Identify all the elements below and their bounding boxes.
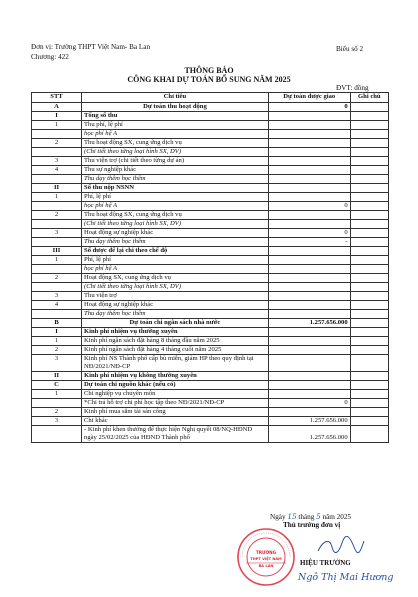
row-indicator: Thu dạy thêm học thêm — [82, 175, 269, 184]
row-indicator: Kinh phí ngân sách đặt hàng 8 tháng đầu năm 2025 — [82, 337, 269, 346]
row-amount — [268, 337, 350, 346]
table-row — [32, 175, 389, 184]
row-stt: I — [32, 112, 82, 121]
row-stt: 1 — [32, 390, 82, 399]
row-amount — [268, 301, 350, 310]
row-stt: I — [32, 328, 82, 337]
doc-title: THÔNG BÁO — [184, 66, 234, 75]
row-amount: - — [268, 238, 350, 247]
row-amount — [268, 265, 350, 274]
row-note — [350, 319, 388, 328]
row-note — [350, 274, 388, 283]
table-row — [32, 265, 389, 274]
row-note — [350, 139, 388, 148]
table-row — [32, 229, 389, 238]
table-row — [32, 121, 389, 130]
date-year: năm 2025 — [322, 513, 352, 521]
row-stt: 3 — [32, 229, 82, 238]
row-stt: 1 — [32, 193, 82, 202]
row-amount: 0 — [268, 103, 350, 112]
row-indicator: *Chi trả hỗ trợ chi phí học tập theo NĐ/2021/NĐ-CP — [82, 399, 269, 408]
date-month: 5 — [316, 512, 321, 521]
row-stt: 2 — [32, 274, 82, 283]
row-amount — [268, 184, 350, 193]
row-stt — [32, 238, 82, 247]
row-note — [350, 408, 388, 417]
row-note — [350, 184, 388, 193]
row-indicator: Thu sự nghiệp khác — [82, 166, 269, 175]
row-stt — [32, 220, 82, 229]
row-amount — [268, 292, 350, 301]
signer-title: HIỆU TRƯỞNG — [300, 559, 351, 567]
row-note — [350, 121, 388, 130]
table-row — [32, 238, 389, 247]
row-indicator: Số được để lại chi theo chế độ — [82, 247, 269, 256]
row-indicator: (Chi tiết theo từng loại hình SX, DV) — [82, 220, 269, 229]
row-stt — [32, 148, 82, 157]
row-stt — [32, 426, 82, 443]
table-row — [32, 112, 389, 121]
table-row — [32, 247, 389, 256]
row-indicator: - Kinh phí khen thưởng để thực hiện Nghị quyết 08/NQ-HĐND ngày 25/02/2025 của HĐND Thành phố — [82, 426, 269, 443]
row-note — [350, 372, 388, 381]
table-row — [32, 381, 389, 390]
row-note — [350, 337, 388, 346]
row-note — [350, 283, 388, 292]
row-indicator: Dự toán chi ngân sách nhà nước — [82, 319, 269, 328]
row-stt — [32, 283, 82, 292]
table-row — [32, 408, 389, 417]
unit-name: Đơn vị: Trường THPT Việt Nam- Ba Lan — [31, 43, 151, 51]
row-amount — [268, 355, 350, 372]
row-indicator: Thu viện trợ (chi tiết theo từng dự án) — [82, 157, 269, 166]
doc-subtitle: CÔNG KHAI DỰ TOÁN BỔ SUNG NĂM 2025 — [127, 75, 291, 84]
row-indicator: Hoạt động SX, cung ứng dịch vụ — [82, 274, 269, 283]
row-note — [350, 301, 388, 310]
row-stt: A — [32, 103, 82, 112]
svg-text:THPT VIỆT NAM: THPT VIỆT NAM — [250, 557, 282, 561]
table-row — [32, 220, 389, 229]
header-amount: Dự toán được giao — [268, 93, 350, 103]
row-amount — [268, 310, 350, 319]
row-note — [350, 220, 388, 229]
row-amount — [268, 408, 350, 417]
row-amount — [268, 220, 350, 229]
row-stt: 1 — [32, 337, 82, 346]
row-amount — [268, 328, 350, 337]
header-note: Ghi chú — [350, 93, 388, 103]
row-amount — [268, 148, 350, 157]
row-stt: 3 — [32, 292, 82, 301]
table-row — [32, 319, 389, 328]
row-note — [350, 211, 388, 220]
signer-name: Ngô Thị Mai Hương — [298, 572, 394, 583]
date-day: 15 — [287, 512, 297, 521]
table-row — [32, 355, 389, 372]
row-amount — [268, 157, 350, 166]
table-row — [32, 301, 389, 310]
row-amount — [268, 175, 350, 184]
row-indicator: (Chi tiết theo từng loại hình SX, DV) — [82, 283, 269, 292]
row-indicator: Chi nghiệp vụ chuyên môn — [82, 390, 269, 399]
row-amount — [268, 390, 350, 399]
row-indicator: Thu hoạt động SX, cung ứng dịch vụ — [82, 139, 269, 148]
row-indicator: Thu dạy thêm học thêm — [82, 310, 269, 319]
table-row — [32, 337, 389, 346]
row-indicator: Thu dạy thêm học thêm — [82, 238, 269, 247]
currency-unit: ĐVT: đồng — [336, 84, 369, 92]
row-amount — [268, 211, 350, 220]
row-indicator: Phí, lệ phí — [82, 193, 269, 202]
table-row — [32, 256, 389, 265]
handwritten-signature — [316, 535, 366, 557]
row-stt: 4 — [32, 166, 82, 175]
row-stt — [32, 310, 82, 319]
row-indicator: Số thu nộp NSNN — [82, 184, 269, 193]
row-amount — [268, 381, 350, 390]
row-note — [350, 390, 388, 399]
row-amount — [268, 121, 350, 130]
table-row — [32, 166, 389, 175]
table-row — [32, 211, 389, 220]
row-indicator: Dự toán chi nguồn khác (nếu có) — [82, 381, 269, 390]
row-indicator: Hoạt động sự nghiệp khác — [82, 301, 269, 310]
table-row — [32, 426, 389, 443]
row-stt — [32, 265, 82, 274]
row-indicator: Chi khác — [82, 417, 269, 426]
form-number: Biểu số 2 — [336, 45, 364, 53]
row-indicator: Dự toán thu hoạt động — [82, 103, 269, 112]
row-amount — [268, 193, 350, 202]
row-amount: 1.257.656.000 — [268, 417, 350, 426]
row-note — [350, 166, 388, 175]
row-indicator: Thu hoạt động SX, cung ứng dịch vụ — [82, 211, 269, 220]
row-indicator: Kinh phí nhiệm vụ không thường xuyên — [82, 372, 269, 381]
row-note — [350, 247, 388, 256]
row-stt: B — [32, 319, 82, 328]
row-note — [350, 417, 388, 426]
table-row — [32, 399, 389, 408]
row-stt — [32, 399, 82, 408]
row-amount: 0 — [268, 229, 350, 238]
row-stt: C — [32, 381, 82, 390]
row-indicator: (Chi tiết theo từng loại hình SX, DV) — [82, 148, 269, 157]
row-indicator: Phí, lệ phí — [82, 256, 269, 265]
row-note — [350, 202, 388, 211]
table-row — [32, 346, 389, 355]
row-note — [350, 292, 388, 301]
date-month-word: tháng — [298, 513, 315, 521]
table-row — [32, 417, 389, 426]
table-row — [32, 328, 389, 337]
row-indicator: Thu phí, lệ phí — [82, 121, 269, 130]
table-row — [32, 157, 389, 166]
row-note — [350, 310, 388, 319]
row-stt: 3 — [32, 417, 82, 426]
svg-text:TRƯỜNG: TRƯỜNG — [255, 550, 277, 555]
header-stt: STT — [32, 93, 82, 103]
table-row — [32, 372, 389, 381]
row-note — [350, 148, 388, 157]
table-row — [32, 139, 389, 148]
table-row — [32, 202, 389, 211]
row-amount — [268, 372, 350, 381]
row-note — [350, 256, 388, 265]
row-stt: 3 — [32, 355, 82, 372]
row-note — [350, 265, 388, 274]
row-note — [350, 399, 388, 408]
table-row — [32, 310, 389, 319]
table-row — [32, 292, 389, 301]
table-header-row — [32, 93, 389, 103]
row-note — [350, 229, 388, 238]
row-amount: 0 — [268, 202, 350, 211]
table-row — [32, 193, 389, 202]
table-row — [32, 184, 389, 193]
row-note — [350, 130, 388, 139]
row-note — [350, 103, 388, 112]
row-stt: 4 — [32, 301, 82, 310]
row-note — [350, 355, 388, 372]
row-stt: III — [32, 247, 82, 256]
row-amount — [268, 274, 350, 283]
row-stt: II — [32, 372, 82, 381]
row-indicator: Kinh phí nhiệm vụ thường xuyên — [82, 328, 269, 337]
chapter: Chương: 422 — [31, 53, 69, 61]
row-note — [350, 157, 388, 166]
official-stamp — [236, 527, 296, 587]
row-stt — [32, 202, 82, 211]
row-note — [350, 193, 388, 202]
row-amount — [268, 112, 350, 121]
row-stt — [32, 175, 82, 184]
row-amount: 0 — [268, 399, 350, 408]
row-note — [350, 426, 388, 443]
table-row — [32, 103, 389, 112]
row-indicator: Thu viện trợ — [82, 292, 269, 301]
row-stt: 2 — [32, 211, 82, 220]
row-note — [350, 381, 388, 390]
row-stt: 2 — [32, 408, 82, 417]
row-amount — [268, 139, 350, 148]
table-row — [32, 390, 389, 399]
row-stt: 2 — [32, 139, 82, 148]
svg-text:BA LAN: BA LAN — [258, 564, 274, 568]
row-indicator: Kinh phí ngân sách đặt hàng 4 tháng cuối năm 2025 — [82, 346, 269, 355]
budget-table — [31, 92, 389, 443]
row-note — [350, 346, 388, 355]
row-amount — [268, 166, 350, 175]
table-row — [32, 130, 389, 139]
row-amount — [268, 247, 350, 256]
row-indicator: học phí hệ A — [82, 202, 269, 211]
row-stt — [32, 130, 82, 139]
row-note — [350, 238, 388, 247]
row-amount: 1.257.656.000 — [268, 426, 350, 443]
row-amount: 1.257.656.000 — [268, 319, 350, 328]
row-stt: 2 — [32, 346, 82, 355]
header-indicator: Chỉ tiêu — [82, 93, 269, 103]
row-amount — [268, 283, 350, 292]
row-amount — [268, 256, 350, 265]
table-row — [32, 274, 389, 283]
row-note — [350, 175, 388, 184]
table-row — [32, 148, 389, 157]
row-stt: 1 — [32, 121, 82, 130]
row-stt: 1 — [32, 256, 82, 265]
row-amount — [268, 346, 350, 355]
row-indicator: Kinh phí mua sắm tài sản công — [82, 408, 269, 417]
row-indicator: học phí hệ A — [82, 265, 269, 274]
row-indicator: Tổng số thu — [82, 112, 269, 121]
table-row — [32, 283, 389, 292]
row-indicator: Kinh phí NS Thành phố cấp bù miễn, giảm HP theo quy định tại NĐ/2021/NĐ-CP — [82, 355, 269, 372]
row-amount — [268, 130, 350, 139]
row-stt: II — [32, 184, 82, 193]
signer-role: Thủ trưởng đơn vị — [283, 521, 341, 529]
row-note — [350, 112, 388, 121]
row-note — [350, 328, 388, 337]
row-indicator: học phí hệ A — [82, 130, 269, 139]
row-indicator: Hoạt động sự nghiệp khác — [82, 229, 269, 238]
row-stt: 3 — [32, 157, 82, 166]
date-prefix: Ngày — [270, 513, 286, 521]
